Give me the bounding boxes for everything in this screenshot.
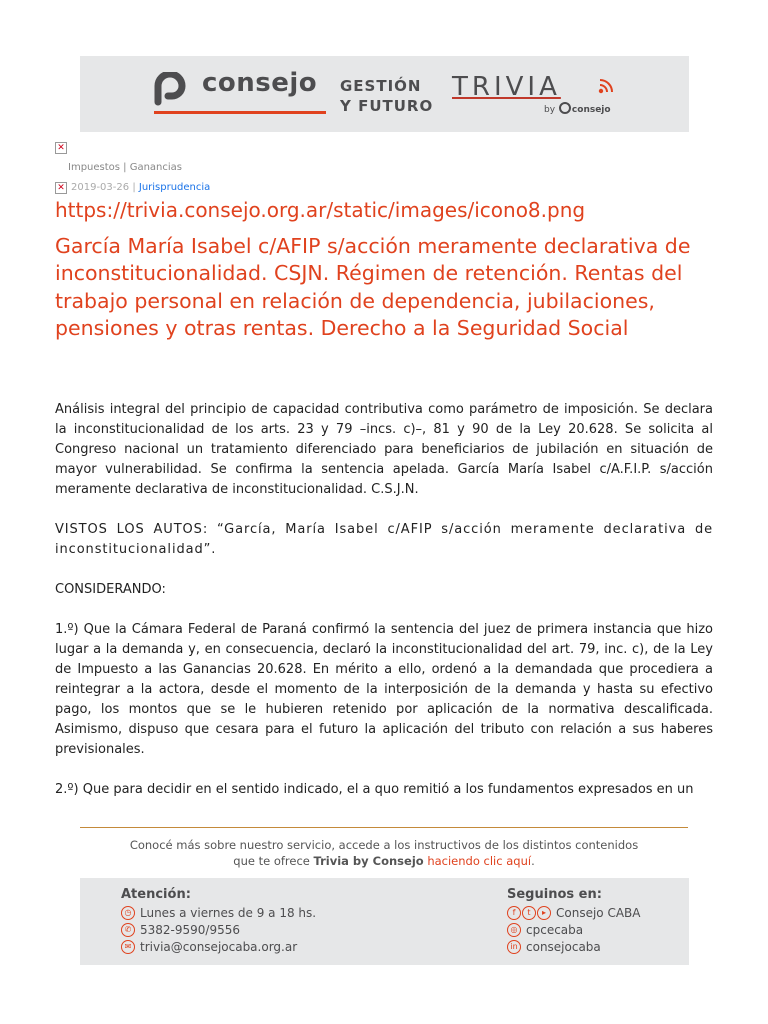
phone-text: 5382-9590/9556 (140, 923, 240, 937)
paragraph-2: 2.º) Que para decidir en el sentido indicado, el a quo remitió a los fundamentos expresados en un (55, 782, 694, 797)
instructions-link[interactable]: haciendo clic aquí (427, 854, 532, 868)
attention-title: Atención: (121, 887, 191, 902)
article-meta (71, 182, 210, 193)
trivia-by-label: by (544, 105, 556, 115)
facebook-icon[interactable]: f (507, 906, 521, 920)
paragraph-1: 1.º) Que la Cámara Federal de Paraná confirmó la sentencia del juez de primera instancia que hizo lugar a la demanda y, en consecuencia, declaró la inconstitucionalidad del art. 79, inc. c), de la Ley de Impuesto a las Ganancias 20.628. En mérito a ello, ordenó a la demandada que procediera a reintegrar a la actora, desde el momento de la interposición de la demanda y hasta su efectivo pago, los montos que se le hubieren retenido por aplicación de la normativa descalificada. Asimismo, dispuso que cesara para el futuro la aplicación del tributo con relación a sus haberes previsionales. (55, 622, 713, 757)
clock-icon: ◷ (121, 906, 135, 920)
trivia-wordmark: TRIVIA (452, 72, 561, 102)
broken-image-icon: ✕ (55, 182, 67, 194)
image-url-text: https://trivia.consejo.org.ar/static/images/icono8.png (55, 198, 586, 222)
social-1-text[interactable]: Consejo CABA (556, 906, 641, 920)
meta-separator: | (132, 182, 136, 193)
paragraph-summary: Análisis integral del principio de capacidad contributiva como parámetro de imposición. Se declara la inconstitucionalidad de los arts. 23 y 79 –incs. c)–, 81 y 90 de la Ley 20.628. Se solicita al Congreso nacional un tratamiento diferenciado para beneficiarios de jubilación en situación de mayor vulnerabilidad. Se confirma la sentencia apelada. García María Isabel c/A.F.I.P. s/acción meramente declarativa de inconstitucionalidad. C.S.J.N. (55, 402, 713, 497)
article-title: García María Isabel c/AFIP s/acción meramente declarativa de inconstitucionalidad. CSJN. Régimen de retención. Rentas del trabajo personal en relación de dependencia, jubilaciones, pensiones y otras rentas. Derecho a la Seguridad Social (55, 234, 691, 340)
footer-note-brand: Trivia by Consejo (313, 854, 424, 868)
consejo-mark-icon (154, 72, 192, 106)
trivia-by-brand: consejo (571, 105, 611, 115)
youtube-icon[interactable]: ▸ (537, 906, 551, 920)
footer-note (80, 837, 688, 869)
tagline-line-1: GESTIÓN (340, 77, 422, 95)
social-2-text[interactable]: cpcecaba (526, 923, 584, 937)
article-date: 2019-03-26 (71, 182, 130, 193)
hours-row (121, 906, 316, 920)
twitter-icon[interactable]: t (522, 906, 536, 920)
social-row-instagram[interactable] (507, 923, 583, 937)
email-text[interactable]: trivia@consejocaba.org.ar (140, 940, 298, 954)
social-row-linkedin[interactable] (507, 940, 601, 954)
footer-note-line-1: Conocé más sobre nuestro servicio, accede a los instructivos de los distintos contenidos (129, 838, 639, 852)
header-banner (80, 56, 689, 132)
brand-underline (154, 111, 326, 114)
footer-divider (80, 827, 688, 828)
tagline (340, 76, 433, 116)
article-categories: Impuestos | Ganancias (68, 162, 183, 173)
tagline-line-2: Y FUTURO (340, 97, 434, 115)
linkedin-icon: in (507, 940, 521, 954)
trivia-by-consejo (544, 102, 611, 115)
article-type-link[interactable]: Jurisprudencia (138, 182, 211, 193)
consejo-small-icon (559, 102, 571, 114)
follow-title: Seguinos en: (507, 887, 602, 902)
footer-note-line-2 (80, 853, 688, 869)
paragraph-considerando: CONSIDERANDO: (55, 582, 166, 597)
footer-note-prefix: que te ofrece (233, 854, 310, 868)
contact-box (80, 878, 689, 965)
instagram-icon: ◎ (507, 923, 521, 937)
footer-note-end: . (531, 854, 535, 868)
paragraph-vistos: VISTOS LOS AUTOS: “García, María Isabel c/AFIP s/acción meramente declarativa de inconstitucionalidad”. (55, 522, 713, 557)
hours-text: Lunes a viernes de 9 a 18 hs. (140, 906, 317, 920)
mail-icon: ✉ (121, 940, 135, 954)
rss-icon (598, 78, 614, 94)
broken-image-icon: ✕ (55, 142, 67, 154)
phone-icon: ✆ (121, 923, 135, 937)
email-row[interactable] (121, 940, 297, 954)
social-3-text[interactable]: consejocaba (526, 940, 601, 954)
social-row-facebook[interactable] (507, 906, 640, 920)
consejo-wordmark: consejo (202, 68, 318, 98)
phone-row (121, 923, 240, 937)
